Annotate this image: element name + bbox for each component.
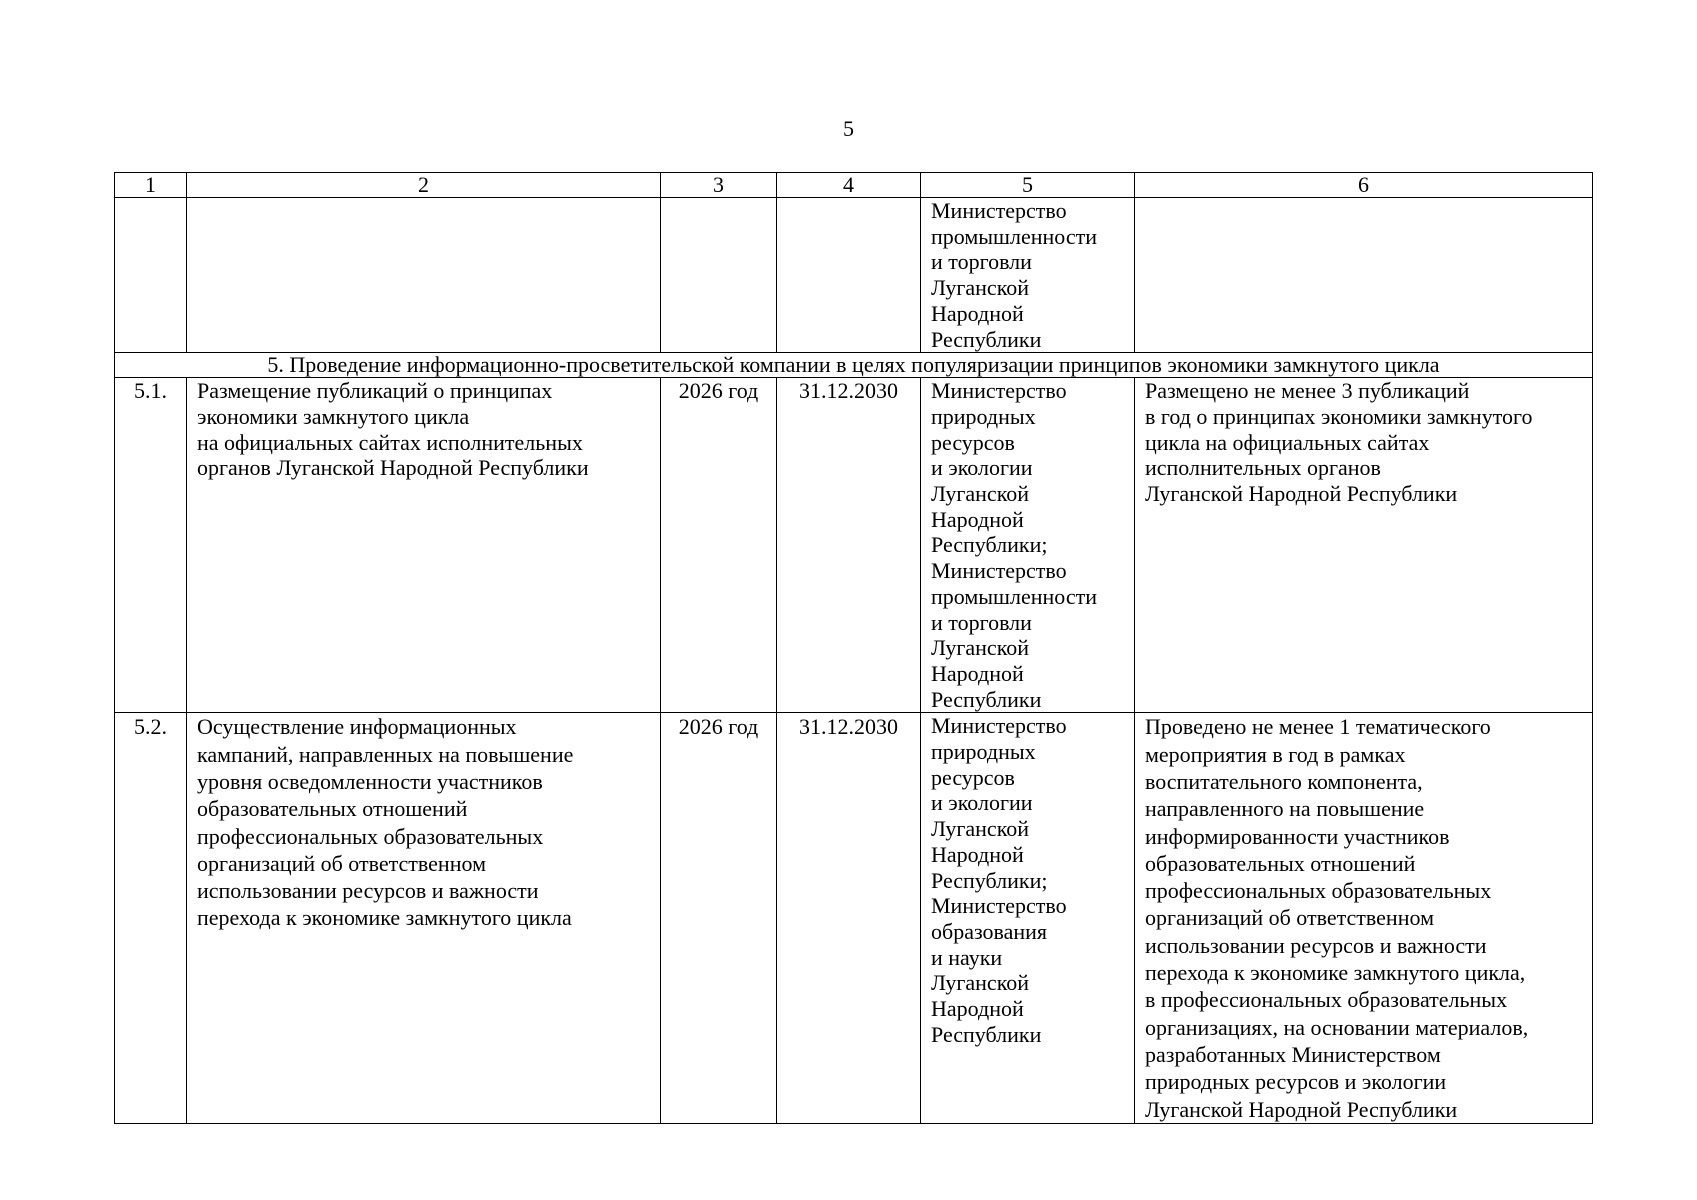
responsible-line: Луганской — [931, 970, 1030, 996]
responsible-line: Народной — [931, 660, 1024, 686]
responsible-line: Министерство — [931, 558, 1067, 584]
continuation-row — [115, 198, 1593, 353]
responsible-line: образования — [931, 918, 1048, 944]
measure-line: Размещение публикаций о принципах — [197, 378, 553, 404]
responsible-line: Республики — [931, 1021, 1042, 1047]
table-row-5-2 — [115, 713, 1593, 1123]
responsible-line: природных — [931, 739, 1036, 765]
result-line: воспитательного компонента, — [1145, 768, 1423, 794]
responsible-line: Республики; — [931, 867, 1048, 893]
page-number: 5 — [843, 116, 854, 141]
row-number: 5.2. — [115, 713, 187, 1123]
result-line: природных ресурсов и экологии — [1145, 1069, 1447, 1095]
result-line: информированности участников — [1145, 823, 1450, 849]
section-row — [115, 353, 1593, 378]
header-cell-4: 4 — [777, 173, 921, 198]
responsible-line: Министерство — [931, 893, 1067, 919]
responsible-line: Народной — [931, 841, 1024, 867]
measure-line: перехода к экономике замкнутого цикла — [197, 905, 572, 931]
result-line: организациях, на основании материалов, — [1145, 1014, 1529, 1040]
responsible-line: Народной — [931, 300, 1024, 326]
result-line: использовании ресурсов и важности — [1145, 932, 1487, 958]
cont-responsible-cell — [921, 198, 1135, 353]
result-line: профессиональных образовательных — [1145, 878, 1492, 904]
responsible-line: промышленности — [931, 223, 1097, 249]
responsible-line: Луганской — [931, 481, 1030, 507]
start-date: 2026 год — [661, 378, 777, 713]
header-cell-2: 2 — [187, 173, 661, 198]
responsible-line: Народной — [931, 506, 1024, 532]
measures-table — [114, 172, 1593, 1124]
result-line: мероприятия в год в рамках — [1145, 741, 1406, 767]
measure-line: экономики замкнутого цикла — [197, 403, 470, 429]
start-date: 2026 год — [661, 713, 777, 1123]
result-line: Проведено не менее 1 тематического — [1145, 714, 1491, 740]
result-line: в профессиональных образовательных — [1145, 987, 1508, 1013]
responsible-line: природных — [931, 403, 1036, 429]
end-date: 31.12.2030 — [777, 713, 921, 1123]
responsible-line: Министерство — [931, 378, 1067, 404]
measure-line: Осуществление информационных — [197, 714, 517, 740]
responsible-cell — [921, 713, 1135, 1123]
responsible-line: Республики — [931, 326, 1042, 352]
result-cell — [1135, 378, 1593, 713]
measure-line: образовательных отношений — [197, 796, 468, 822]
measure-line: организаций об ответственном — [197, 850, 486, 876]
measure-line: уровня осведомленности участников — [197, 768, 543, 794]
responsible-line: Республики; — [931, 532, 1048, 558]
responsible-line: и экологии — [931, 455, 1033, 481]
result-line: Размещено не менее 3 публикаций — [1145, 378, 1470, 404]
header-cell-3: 3 — [661, 173, 777, 198]
responsible-line: Луганской — [931, 275, 1030, 301]
responsible-line: Луганской — [931, 816, 1030, 842]
cont-col2 — [187, 198, 661, 353]
responsible-line: промышленности — [931, 583, 1097, 609]
result-cell — [1135, 713, 1593, 1123]
cont-col4 — [777, 198, 921, 353]
result-line: организаций об ответственном — [1145, 905, 1434, 931]
cont-col3 — [661, 198, 777, 353]
result-line: перехода к экономике замкнутого цикла, — [1145, 960, 1526, 986]
responsible-cell — [921, 378, 1135, 713]
table-header-row — [115, 173, 1593, 198]
cont-col6 — [1135, 198, 1593, 353]
measure-line: на официальных сайтах исполнительных — [197, 429, 583, 455]
header-cell-6: 6 — [1135, 173, 1593, 198]
result-line: образовательных отношений — [1145, 850, 1416, 876]
responsible-line: и экологии — [931, 790, 1033, 816]
result-line: в год о принципах экономики замкнутого — [1145, 403, 1533, 429]
result-line: направленного на повышение — [1145, 796, 1425, 822]
measure-cell — [187, 713, 661, 1123]
result-line: исполнительных органов — [1145, 455, 1381, 481]
responsible-line: Министерство — [931, 713, 1067, 739]
result-line: разработанных Министерством — [1145, 1041, 1441, 1067]
responsible-line: Луганской — [931, 635, 1030, 661]
measure-line: использовании ресурсов и важности — [197, 878, 539, 904]
table-row-5-1 — [115, 378, 1593, 713]
responsible-line: и торговли — [931, 249, 1032, 275]
responsible-line: ресурсов — [931, 429, 1015, 455]
measure-line: профессиональных образовательных — [197, 823, 544, 849]
result-line: цикла на официальных сайтах — [1145, 429, 1430, 455]
responsible-line: Министерство — [931, 198, 1067, 223]
responsible-line: и торговли — [931, 609, 1032, 635]
responsible-line: Народной — [931, 996, 1024, 1022]
measure-cell — [187, 378, 661, 713]
measure-line: органов Луганской Народной Республики — [197, 455, 589, 481]
row-number: 5.1. — [115, 378, 187, 713]
header-cell-5: 5 — [921, 173, 1135, 198]
end-date: 31.12.2030 — [777, 378, 921, 713]
measure-line: кампаний, направленных на повышение — [197, 741, 574, 767]
result-line: Луганской Народной Республики — [1145, 1096, 1458, 1122]
responsible-line: и науки — [931, 944, 1003, 970]
cont-col1 — [115, 198, 187, 353]
section-title: 5. Проведение информационно-просветительской компании в целях популяризации принципов экономики замкнутого цикла — [115, 353, 1593, 378]
responsible-line: ресурсов — [931, 764, 1015, 790]
header-cell-1: 1 — [115, 173, 187, 198]
result-line: Луганской Народной Республики — [1145, 481, 1458, 507]
responsible-line: Республики — [931, 686, 1042, 712]
